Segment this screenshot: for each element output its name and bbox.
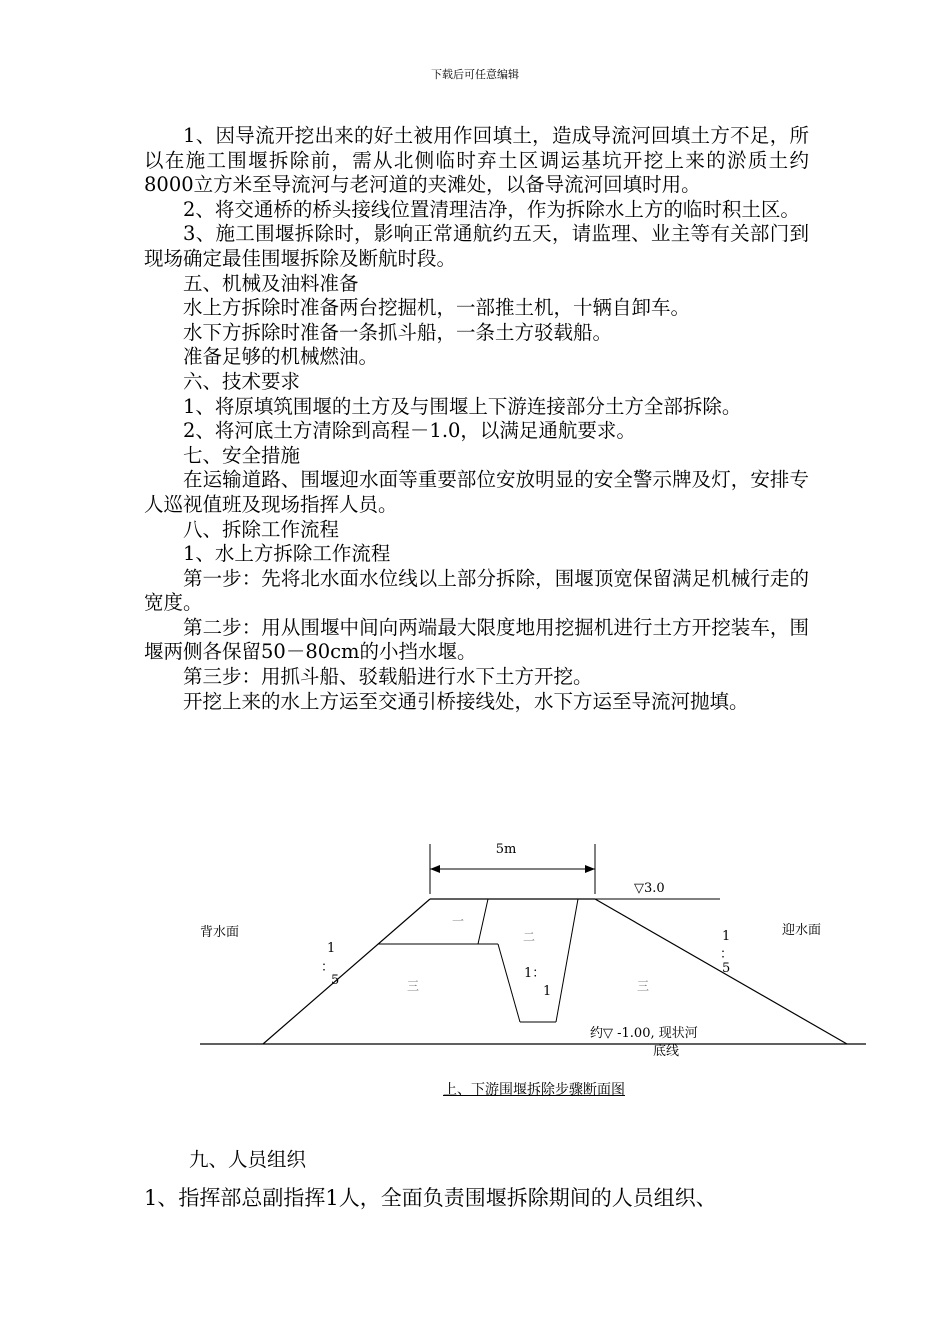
- paragraph: 第二步：用从围堰中间向两端最大限度地用挖掘机进行土方开挖装车，围堰两侧各保留50－80cm的小挡水堰。: [144, 615, 809, 664]
- zone-one-label: 一: [452, 914, 465, 928]
- body-text: [144, 124, 809, 714]
- slope-middle-1: 1: [543, 984, 552, 999]
- section-heading: 八、拆除工作流程: [183, 517, 340, 541]
- paragraph: 水下方拆除时准备一条抓斗船，一条土方驳载船。: [183, 320, 613, 344]
- figure-caption: 上、下游围堰拆除步骤断面图: [443, 1082, 625, 1098]
- paragraph: 2、将河底土方清除到高程－1.0，以满足通航要求。: [183, 419, 636, 443]
- paragraph: 3、施工围堰拆除时，影响正常通航约五天，请监理、业主等有关部门到现场确定最佳围堰拆除及断航时段。: [144, 222, 809, 270]
- paragraph-personnel-1: 1、指挥部总副指挥1人，全面负责围堰拆除期间的人员组织、: [144, 1186, 717, 1210]
- zone-one-right: [478, 899, 488, 944]
- paragraph: 1、将原填筑围堰的土方及与围堰上下游连接部分土方全部拆除。: [183, 394, 742, 418]
- paragraph: 开挖上来的水上方运至交通引桥接线处，水下方运至导流河抛填。: [183, 689, 749, 713]
- slope-right-1: 1: [722, 929, 731, 944]
- cofferdam-diagram: [190, 838, 870, 1068]
- cofferdam-section-figure: [190, 838, 870, 1068]
- slope-left-1: 1: [327, 941, 336, 956]
- zone-three-left-label: 三: [407, 979, 420, 993]
- section-heading-personnel: 九、人员组织: [189, 1148, 307, 1171]
- section-heading: 六、技术要求: [183, 369, 301, 393]
- trench-right: [556, 899, 578, 1022]
- bottom-level-note-2: 底线: [653, 1044, 680, 1059]
- zone-two-label: 二: [523, 930, 536, 944]
- slope-middle-ratio: 1：: [524, 966, 546, 981]
- sub-heading: 1、水上方拆除工作流程: [183, 542, 391, 566]
- front-slope: [595, 899, 847, 1044]
- paragraph: 2、将交通桥的桥头接线位置清理洁净，作为拆除水上方的临时积土区。: [183, 197, 800, 221]
- paragraph: 第三步：用抓斗船、驳载船进行水下土方开挖。: [183, 665, 593, 689]
- dim-arrow-right: [585, 865, 595, 873]
- bottom-level-note: 约▽ -1.00, 现状河: [590, 1026, 698, 1041]
- width-label: 5m: [495, 842, 517, 857]
- back-slope: [263, 899, 430, 1044]
- paragraph: 水上方拆除时准备两台挖掘机，一部推土机，十辆自卸车。: [183, 296, 691, 320]
- slope-right-colon: ：: [720, 947, 734, 962]
- paragraph: 准备足够的机械燃油。: [183, 345, 379, 369]
- page-header: 下载后可任意编辑: [431, 68, 519, 81]
- section-heading: 五、机械及油料准备: [183, 271, 359, 295]
- paragraph: 第一步：先将北水面水位线以上部分拆除，围堰顶宽保留满足机械行走的宽度。: [144, 566, 809, 615]
- paragraph: 在运输道路、围堰迎水面等重要部位安放明显的安全警示牌及灯，安排专人巡视值班及现场指挥人员。: [144, 468, 809, 516]
- zone-three-right-label: 三: [637, 979, 650, 993]
- back-side-label: 背水面: [200, 925, 240, 940]
- front-side-label: 迎水面: [782, 923, 822, 938]
- slope-left-5: 5: [331, 973, 340, 988]
- paragraph: 1、因导流开挖出来的好土被用作回填土，造成导流河回填土方不足，所以在施工围堰拆除前，需从北侧临时弃土区调运基坑开挖上来的淤质土约8000立方米至导流河与老河道的夹滩处，以备导流河回填时用。: [144, 124, 809, 197]
- top-level-label: ▽3.0: [634, 881, 665, 896]
- trench-left: [498, 944, 520, 1022]
- slope-left-colon: ：: [321, 960, 335, 975]
- dim-arrow-left: [430, 865, 440, 873]
- slope-right-5: 5: [722, 961, 731, 976]
- section-heading: 七、安全措施: [183, 443, 301, 467]
